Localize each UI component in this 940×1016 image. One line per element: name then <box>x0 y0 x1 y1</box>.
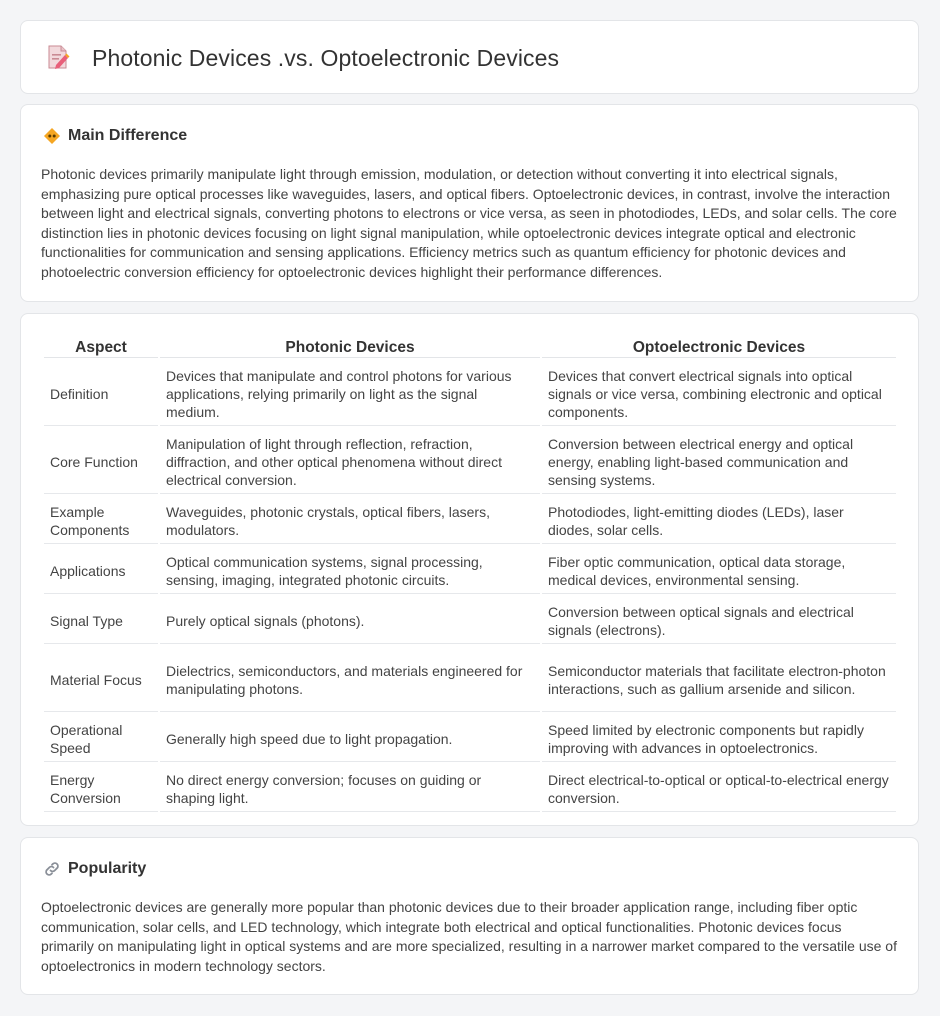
photonic-cell: Manipulation of light through reflection, refraction, diffraction, and other optical phenomena without direct electrical conversion. <box>160 428 540 494</box>
aspect-cell: Material Focus <box>44 646 158 712</box>
table-row <box>44 360 896 426</box>
photonic-cell: Waveguides, photonic crystals, optical fibers, lasers, modulators. <box>160 496 540 544</box>
table-row <box>44 714 896 762</box>
aspect-cell: Definition <box>44 360 158 426</box>
photonic-cell: Generally high speed due to light propagation. <box>160 714 540 762</box>
header-aspect: Aspect <box>44 336 158 358</box>
popularity-header <box>43 860 146 878</box>
table-row <box>44 646 896 712</box>
title-card <box>20 20 919 94</box>
optoelectronic-cell: Conversion between optical signals and electrical signals (electrons). <box>542 596 896 644</box>
optoelectronic-cell: Devices that convert electrical signals into optical signals or vice versa, combining electronic and optical components. <box>542 360 896 426</box>
header-optoelectronic: Optoelectronic Devices <box>542 336 896 358</box>
aspect-cell: Core Function <box>44 428 158 494</box>
optoelectronic-cell: Photodiodes, light-emitting diodes (LEDs), laser diodes, solar cells. <box>542 496 896 544</box>
popularity-text: Optoelectronic devices are generally more popular than photonic devices due to their broader application range, including fiber optic communication, solar cells, and LED technology, which integrate both electrical and optical functionalities. Photonic devices focus primarily on manipulating light in optical systems and are more specialized, resulting in a narrower market compared to the versatile use of optoelectronics in modern technology sectors. <box>41 899 897 974</box>
comparison-table <box>42 334 898 814</box>
main-difference-card <box>20 104 919 302</box>
aspect-cell: Applications <box>44 546 158 594</box>
popularity-heading: Popularity <box>68 860 147 877</box>
main-difference-heading: Main Difference <box>68 127 188 144</box>
table-row <box>44 428 896 494</box>
table-row <box>44 764 896 812</box>
popularity-card <box>20 837 919 995</box>
aspect-cell: Example Components <box>44 496 158 544</box>
document-edit-icon <box>45 43 71 71</box>
page-title: Photonic Devices .vs. Optoelectronic Devices <box>92 45 560 71</box>
photonic-cell: Optical communication systems, signal processing, sensing, imaging, integrated photonic circuits. <box>160 546 540 594</box>
photonic-cell: Dielectrics, semiconductors, and materials engineered for manipulating photons. <box>160 646 540 712</box>
photonic-cell: Devices that manipulate and control photons for various applications, relying primarily on light as the signal medium. <box>160 360 540 426</box>
optoelectronic-cell: Fiber optic communication, optical data storage, medical devices, environmental sensing. <box>542 546 896 594</box>
main-difference-header <box>43 127 187 145</box>
optoelectronic-cell: Speed limited by electronic components but rapidly improving with advances in optoelectronics. <box>542 714 896 762</box>
comparison-card <box>20 313 919 826</box>
diamond-icon <box>43 127 61 145</box>
aspect-cell: Energy Conversion <box>44 764 158 812</box>
link-icon <box>43 860 61 878</box>
aspect-cell: Signal Type <box>44 596 158 644</box>
table-row <box>44 496 896 544</box>
aspect-cell: Operational Speed <box>44 714 158 762</box>
table-row <box>44 596 896 644</box>
main-difference-text: Photonic devices primarily manipulate light through emission, modulation, or detection without converting it into electrical signals, emphasizing pure optical processes like waveguides, lasers, and optical fibers. Optoelectronic devices, in contrast, involve the interaction between light and electrical signals, converting photons to electrons or vice versa, as seen in photodiodes, LEDs, and solar cells. The core distinction lies in photonic devices focusing on light signal manipulation, while optoelectronic devices integrate optical and electronic functionalities for communication and sensing applications. Efficiency metrics such as quantum efficiency for photonic devices and photoelectric conversion efficiency for optoelectronic devices highlight their performance differences. <box>41 166 897 280</box>
optoelectronic-cell: Direct electrical-to-optical or optical-to-electrical energy conversion. <box>542 764 896 812</box>
header-photonic: Photonic Devices <box>160 336 540 358</box>
photonic-cell: No direct energy conversion; focuses on guiding or shaping light. <box>160 764 540 812</box>
table-header-row <box>44 336 896 358</box>
optoelectronic-cell: Conversion between electrical energy and optical energy, enabling light-based communication and sensing systems. <box>542 428 896 494</box>
optoelectronic-cell: Semiconductor materials that facilitate electron-photon interactions, such as gallium arsenide and silicon. <box>542 646 896 712</box>
table-row <box>44 546 896 594</box>
photonic-cell: Purely optical signals (photons). <box>160 596 540 644</box>
